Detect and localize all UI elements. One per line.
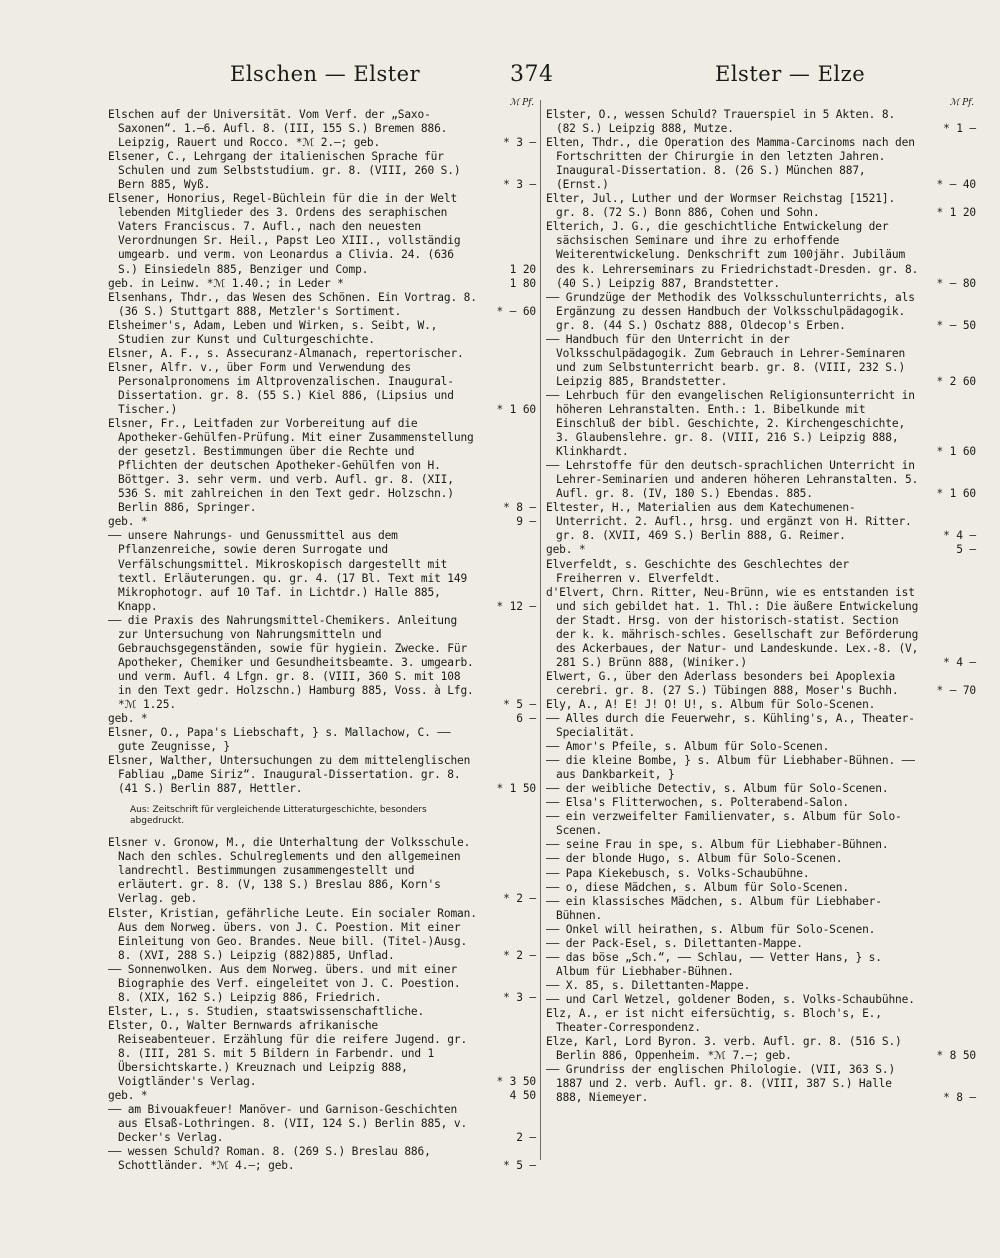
entry-price: * — 50 [936,318,976,332]
page-number: 374 [510,62,554,87]
entry-text: —— unsere Nahrungs- und Genussmittel aus dem Pflanzenreiche, sowie deren Surrogate und Verfälschungsmittel. Mikroskopisch dargestellt mit textl. Erläuterungen. qu. gr. 4. (17 Bl. Text mit 149 Mikrophotogr. auf 10 Taf. in Lichtdr.) Halle 885, Knapp. [108,529,468,613]
entry-price: * 4 — [943,655,976,669]
bibliography-entry [108,907,536,963]
bibliography-entry [546,867,976,881]
bibliography-entry [546,852,976,866]
entry-price: * 2 60 [936,374,976,388]
entry-text: Elschen auf der Universität. Vom Verf. der „Saxo-Saxonen“. 1.—6. Aufl. 8. (III, 155 S.) Bremen 886. Leipzig, Rauert und Rocco. *ℳ 2.—; geb. [108,108,448,150]
bibliography-entry [546,389,976,459]
entry-text: —— ein verzweifelter Familienvater, s. Album für Solo-Scenen. [546,810,902,838]
entry-price: * — 60 [496,304,536,318]
bibliography-entry [108,963,536,1005]
bibliography-entry [546,136,976,192]
entry-text: Elsener, C., Lehrgang der italienischen Sprache für Schulen und zum Selbststudium. gr. 8. (VIII, 260 S.) Bern 885, Wyß. [108,150,461,192]
entry-text: —— ein klassisches Mädchen, s. Album für Liebhaber-Bühnen. [546,894,882,922]
bibliography-entry [108,712,536,726]
bibliography-entry [108,1145,536,1173]
column-divider [540,100,541,1160]
entry-text: Elsner v. Gronow, M., die Unterhaltung der Volksschule. Nach den schles. Schulreglements und den allgemeinen landrechtl. Bestimmungen zusammengestellt und erläutert. gr. 8. (V, 138 S.) Breslau 886, Korn's Verlag. geb. [108,836,471,906]
entry-text: —— Amor's Pfeile, s. Album für Solo-Scenen. [546,740,830,754]
entry-text: Elze, Karl, Lord Byron. 3. verb. Aufl. gr. 8. (516 S.) Berlin 886, Oppenheim. *ℳ 7.—; geb. [546,1035,902,1063]
bibliography-entry [108,1005,536,1019]
bibliography-entry [546,881,976,895]
entry-text: —— das böse „Sch.“, —— Schlau, —— Vetter Hans, } s. Album für Liebhaber-Bühnen. [546,950,882,978]
entry-text: —— Papa Kiekebusch, s. Volks-Schaubühne. [546,866,810,880]
entry-price: * 1 20 [936,206,976,220]
entry-price: * 8 — [943,1091,976,1105]
bibliography-entry [546,543,976,557]
entry-text: Elter, Jul., Luther und der Wormser Reichstag [1521]. gr. 8. (72 S.) Bonn 886, Cohen und Sohn. [546,192,896,220]
entry-price: 4 50 [509,1089,536,1103]
bibliography-entry [546,220,976,290]
bibliography-entry [546,810,976,838]
entry-price: * 1 60 [496,402,536,416]
bibliography-entry [546,558,976,586]
bibliography-entry [108,754,536,796]
bibliography-entry [546,670,976,698]
entry-text: Elsener, Honorius, Regel-Büchlein für die in der Welt lebenden Mitglieder des 3. Ordens des seraphischen Vaters Franciscus. 7. Aufl., nach den neuesten Verordnungen Sr. Heil., Papst Leo XIII., vollständig umgearb. und verm. von Leonardus a Clivia. 24. (636 S.) Einsiedeln 885, Benziger und Comp. [108,192,461,276]
entry-price: 9 — [516,515,536,529]
entry-text: —— Grundriss der englischen Philologie. (VII, 363 S.) 1887 und 2. verb. Aufl. gr. 8. (VIII, 387 S.) Halle 888, Niemeyer. [546,1063,896,1105]
bibliography-entry [546,993,976,1007]
bibliography-entry [546,979,976,993]
entry-text: Elsner, O., Papa's Liebschaft, } s. Mallachow, C. —— gute Zeugnisse, } [108,726,451,754]
bibliography-entry [546,951,976,979]
bibliography-entry [546,1063,976,1105]
entry-text: d'Elvert, Chrn. Ritter, Neu-Brünn, wie es entstanden ist und sich gebildet hat. 1. Thl.: Die äußere Entwickelung der Stadt. Hrsg. von der historisch-statist. Section der k. k. mährisch-schles. Gesellschaft zur Beförderung des Ackerbaues, der Natur- und Landeskunde. Lex.-8. (V, 281 S.) Brünn 888, (Winiker.) [546,585,919,669]
bibliography-entry [108,319,536,347]
entry-price: 6 — [516,712,536,726]
entry-text: —— o, diese Mädchen, s. Album für Solo-Scenen. [546,880,849,894]
entry-price: * 1 60 [936,445,976,459]
entry-price: * 4 — [943,529,976,543]
entry-price: * 5 — [503,697,536,711]
entry-text: —— Onkel will heirathen, s. Album für Solo-Scenen. [546,922,876,936]
bibliography-entry [546,1007,976,1035]
bibliography-entry [108,150,536,192]
currency-column-head: ℳ Pf. [949,98,974,108]
bibliography-entry [108,1089,536,1103]
entry-price: * 3 — [503,990,536,1004]
entry-price: * 2 — [503,948,536,962]
bibliography-entry [546,895,976,923]
entry-text: —— und Carl Wetzel, goldener Boden, s. Volks-Schaubühne. [546,992,915,1006]
entry-price: 1 80 [509,276,536,290]
bibliography-entry [546,108,976,136]
entry-text: geb. in Leinw. *ℳ 1.40.; in Leder * [108,276,344,290]
entry-price: * — 80 [936,276,976,290]
bibliography-entry [546,754,976,782]
bibliography-entry [108,836,536,906]
entry-text: Elverfeldt, s. Geschichte des Geschlechtes der Freiherren v. Elverfeldt. [546,557,849,585]
entry-text: —— der weibliche Detectiv, s. Album für Solo-Scenen. [546,782,889,796]
entry-text: Aus: Zeitschrift für vergleichende Litteraturgeschichte, besonders abgedruckt. [130,805,427,827]
entry-text: Elsner, Walther, Untersuchungen zu dem mittelenglischen Fabliau „Dame Siriz“. Inaugural-Dissertation. gr. 8. (41 S.) Berlin 887, Hettler. [108,754,471,796]
page-header [0,62,1000,102]
bibliography-entry [108,347,536,361]
entry-price: * 5 — [503,1159,536,1173]
entry-text: —— wessen Schuld? Roman. 8. (269 S.) Breslau 886, Schottländer. *ℳ 4.—; geb. [108,1145,431,1173]
bibliography-entry [546,291,976,333]
bibliography-entry [108,614,536,712]
entry-price: * 3 — [503,136,536,150]
entry-price: * 2 — [503,892,536,906]
entry-text: Elster, Kristian, gefährliche Leute. Ein socialer Roman. Aus dem Norweg. übers. von J. C. Poestion. Mit einer Einleitung von Geo. Brandes. Neue bill. (Titel-)Ausg. 8. (XVI, 288 S.) Leipzig (882)885, Unflad. [108,906,477,962]
entry-price: * 3 50 [496,1075,536,1089]
entry-price: 5 — [956,543,976,557]
entry-price: * — 70 [936,683,976,697]
entry-price: * 12 — [496,599,536,613]
entry-text: Elster, O., wessen Schuld? Trauerspiel in 5 Akten. 8. (82 S.) Leipzig 888, Mutze. [546,108,896,136]
entry-price: * 1 60 [936,487,976,501]
entry-text: —— Sonnenwolken. Aus dem Norweg. übers. und mit einer Biographie des Verf. eingeleitet von J. C. Poestion. 8. (XIX, 162 S.) Leipzig 886, Friedrich. [108,962,461,1004]
bibliography-entry [108,277,536,291]
entry-text: Elten, Thdr., die Operation des Mamma-Carcinoms nach den Fortschritten der Chirurgie in den letzten Jahren. Inaugural-Dissertation. 8. (26 S.) München 887, (Ernst.) [546,136,915,192]
bibliography-entry [108,108,536,150]
entry-price: 1 20 [509,262,536,276]
bibliography-entry [546,712,976,740]
bibliography-entry [108,1103,536,1145]
bibliography-entry [546,796,976,810]
bibliography-entry [546,586,976,670]
bibliography-entry [546,782,976,796]
bibliography-entry [108,417,536,515]
bibliography-entry [108,291,536,319]
entry-text: —— der Pack-Esel, s. Dilettanten-Mappe. [546,936,803,950]
bibliography-entry [546,698,976,712]
entry-text: geb. * [108,1089,148,1103]
entry-text: Elterich, J. G., die geschichtliche Entwickelung der sächsischen Seminare und ihre zu erhoffende Weiterentwickelung. Denkschrift zum 100jähr. Jubiläum des k. Lehrerseminars zu Friedrichstadt-Dresden. gr. 8. (40 S.) Leipzig 887, Brandstetter. [546,220,919,290]
entry-text: —— Handbuch für den Unterricht in der Volksschulpädagogik. Zum Gebrauch in Lehrer-Seminaren und zum Selbstunterricht bearb. gr. 8. (VIII, 232 S.) Leipzig 885, Brandstetter. [546,332,906,388]
bibliography-entry [108,1019,536,1089]
entry-text: Elsner, Fr., Leitfaden zur Vorbereitung auf die Apotheker-Gehülfen-Prüfung. Mit einer Zusammenstellung der gesetzl. Bestimmungen über die Rechte und Pflichten der deutschen Apotheker-Gehülfen von H. Böttger. 3. sehr verm. und verb. Aufl. gr. 8. (XII, 536 S. mit zahlreichen in den Text gedr. Holzschn.) Berlin 886, Springer. [108,417,474,515]
entry-text: —— Lehrbuch für den evangelischen Religionsunterricht in höheren Lehranstalten. Enth.: 1. Bibelkunde mit Einschluß der bibl. Geschichte, 2. Kirchengeschichte, 3. Glaubenslehre. gr. 8. (VIII, 216 S.) Leipzig 888, Klinkhardt. [546,388,915,459]
bibliography-entry [108,192,536,276]
bibliography-entry [108,515,536,529]
entry-text: —— Elsa's Flitterwochen, s. Polterabend-Salon. [546,796,849,810]
entry-text: —— die kleine Bombe, } s. Album für Liebhaber-Bühnen. —— aus Dankbarkeit, } [546,754,915,782]
entry-price: * 3 — [503,178,536,192]
entry-price: * 1 — [943,122,976,136]
entry-text: geb. * [108,515,148,529]
entry-text: Elsenhans, Thdr., das Wesen des Schönen. Ein Vortrag. 8. (36 S.) Stuttgart 888, Metzler's Sortiment. [108,290,477,318]
entry-text: Elsner, A. F., s. Assecuranz-Almanach, repertorischer. [108,346,464,360]
bibliography-entry [546,459,976,501]
left-column [108,98,536,1173]
entry-text: —— Lehrstoffe für den deutsch-sprachlichen Unterricht in Lehrer-Seminarien und anderen höheren Lehranstalten. 5. Aufl. gr. 8. (IV, 180 S.) Ebendas. 885. [546,459,919,501]
bibliography-entry [546,333,976,389]
entry-text: Eltester, H., Materialien aus dem Katechumenen-Unterricht. 2. Aufl., hrsg. und ergänzt von H. Ritter. gr. 8. (XVII, 469 S.) Berlin 888, G. Reimer. [546,501,912,543]
bibliography-entry [108,529,536,613]
entry-text: Elsheimer's, Adam, Leben und Wirken, s. Seibt, W., Studien zur Kunst und Culturgeschichte. [108,318,438,346]
right-column [546,98,976,1166]
bibliography-entry [546,740,976,754]
entry-text: —— Alles durch die Feuerwehr, s. Kühling's, A., Theater-Specialität. [546,712,915,740]
entry-note [108,805,536,827]
entry-text: Elster, O., Walter Bernwards afrikanische Reiseabenteuer. Erzählung für die reifere Jugend. gr. 8. (III, 281 S. mit 5 Bildern in Farbendr. und 1 Übersichtskarte.) Kreuznach und Leipzig 888, Voigtländer's Verlag. [108,1018,468,1089]
bibliography-entry [108,361,536,417]
entry-price: * — 40 [936,178,976,192]
entry-price: * 8 — [503,501,536,515]
bibliography-entry [546,937,976,951]
running-head-right: Elster — Elze [715,62,866,86]
currency-column-head: ℳ Pf. [509,98,534,108]
bibliography-entry [546,1035,976,1063]
entry-text: Elsner, Alfr. v., über Form und Verwendung des Personalpronomens im Altprovenzalischen. Inaugural-Dissertation. gr. 8. (55 S.) Kiel 886, (Lipsius und Tischer.) [108,360,454,416]
entry-price: 2 — [516,1131,536,1145]
entry-price: * 1 50 [496,782,536,796]
entry-text: —— X. 85, s. Dilettanten-Mappe. [546,978,751,992]
entry-price: * 8 50 [936,1049,976,1063]
entry-text: —— seine Frau in spe, s. Album für Liebhaber-Bühnen. [546,838,889,852]
entry-text: —— die Praxis des Nahrungsmittel-Chemikers. Anleitung zur Untersuchung von Nahrungsmitteln und Gebrauchsgegenständen, sowie für hygiein. Zwecke. Für Apotheker, Chemiker und Gesundheitsbeamte. 3. umgearb. und verm. Aufl. 4 Lfgn. gr. 8. (VIII, 360 S. mit 108 in den Text gedr. Holzschn.) Hamburg 885, Voss. à Lfg. *ℳ 1.25. [108,613,474,711]
entry-text: Elz, A., er ist nicht eifersüchtig, s. Bloch's, E., Theater-Correspondenz. [546,1007,882,1035]
bibliography-entry [546,192,976,220]
running-head-left: Elschen — Elster [230,62,421,86]
entry-text: —— am Bivouakfeuer! Manöver- und Garnison-Geschichten aus Elsaß-Lothringen. 8. (VII, 124 S.) Berlin 885, v. Decker's Verlag. [108,1103,468,1145]
entry-text: Ely, A., A! E! J! O! U!, s. Album für Solo-Scenen. [546,697,876,711]
entry-text: Elwert, G., über den Aderlass besonders bei Apoplexia cerebri. gr. 8. (27 S.) Tübingen 888, Moser's Buchh. [546,669,899,697]
entry-text: Elster, L., s. Studien, staatswissenschaftliche. [108,1004,425,1018]
entry-text: geb. * [108,712,148,726]
bibliography-entry [546,923,976,937]
entry-text: geb. * [546,543,586,557]
bibliography-entry [546,501,976,543]
bibliography-entry [108,726,536,754]
entry-text: —— der blonde Hugo, s. Album für Solo-Scenen. [546,852,843,866]
bibliography-entry [546,838,976,852]
entry-text: —— Grundzüge der Methodik des Volksschulunterrichts, als Ergänzung zu dessen Handbuch der Volksschulpädagogik. gr. 8. (44 S.) Oschatz 888, Oldecop's Erben. [546,290,915,332]
